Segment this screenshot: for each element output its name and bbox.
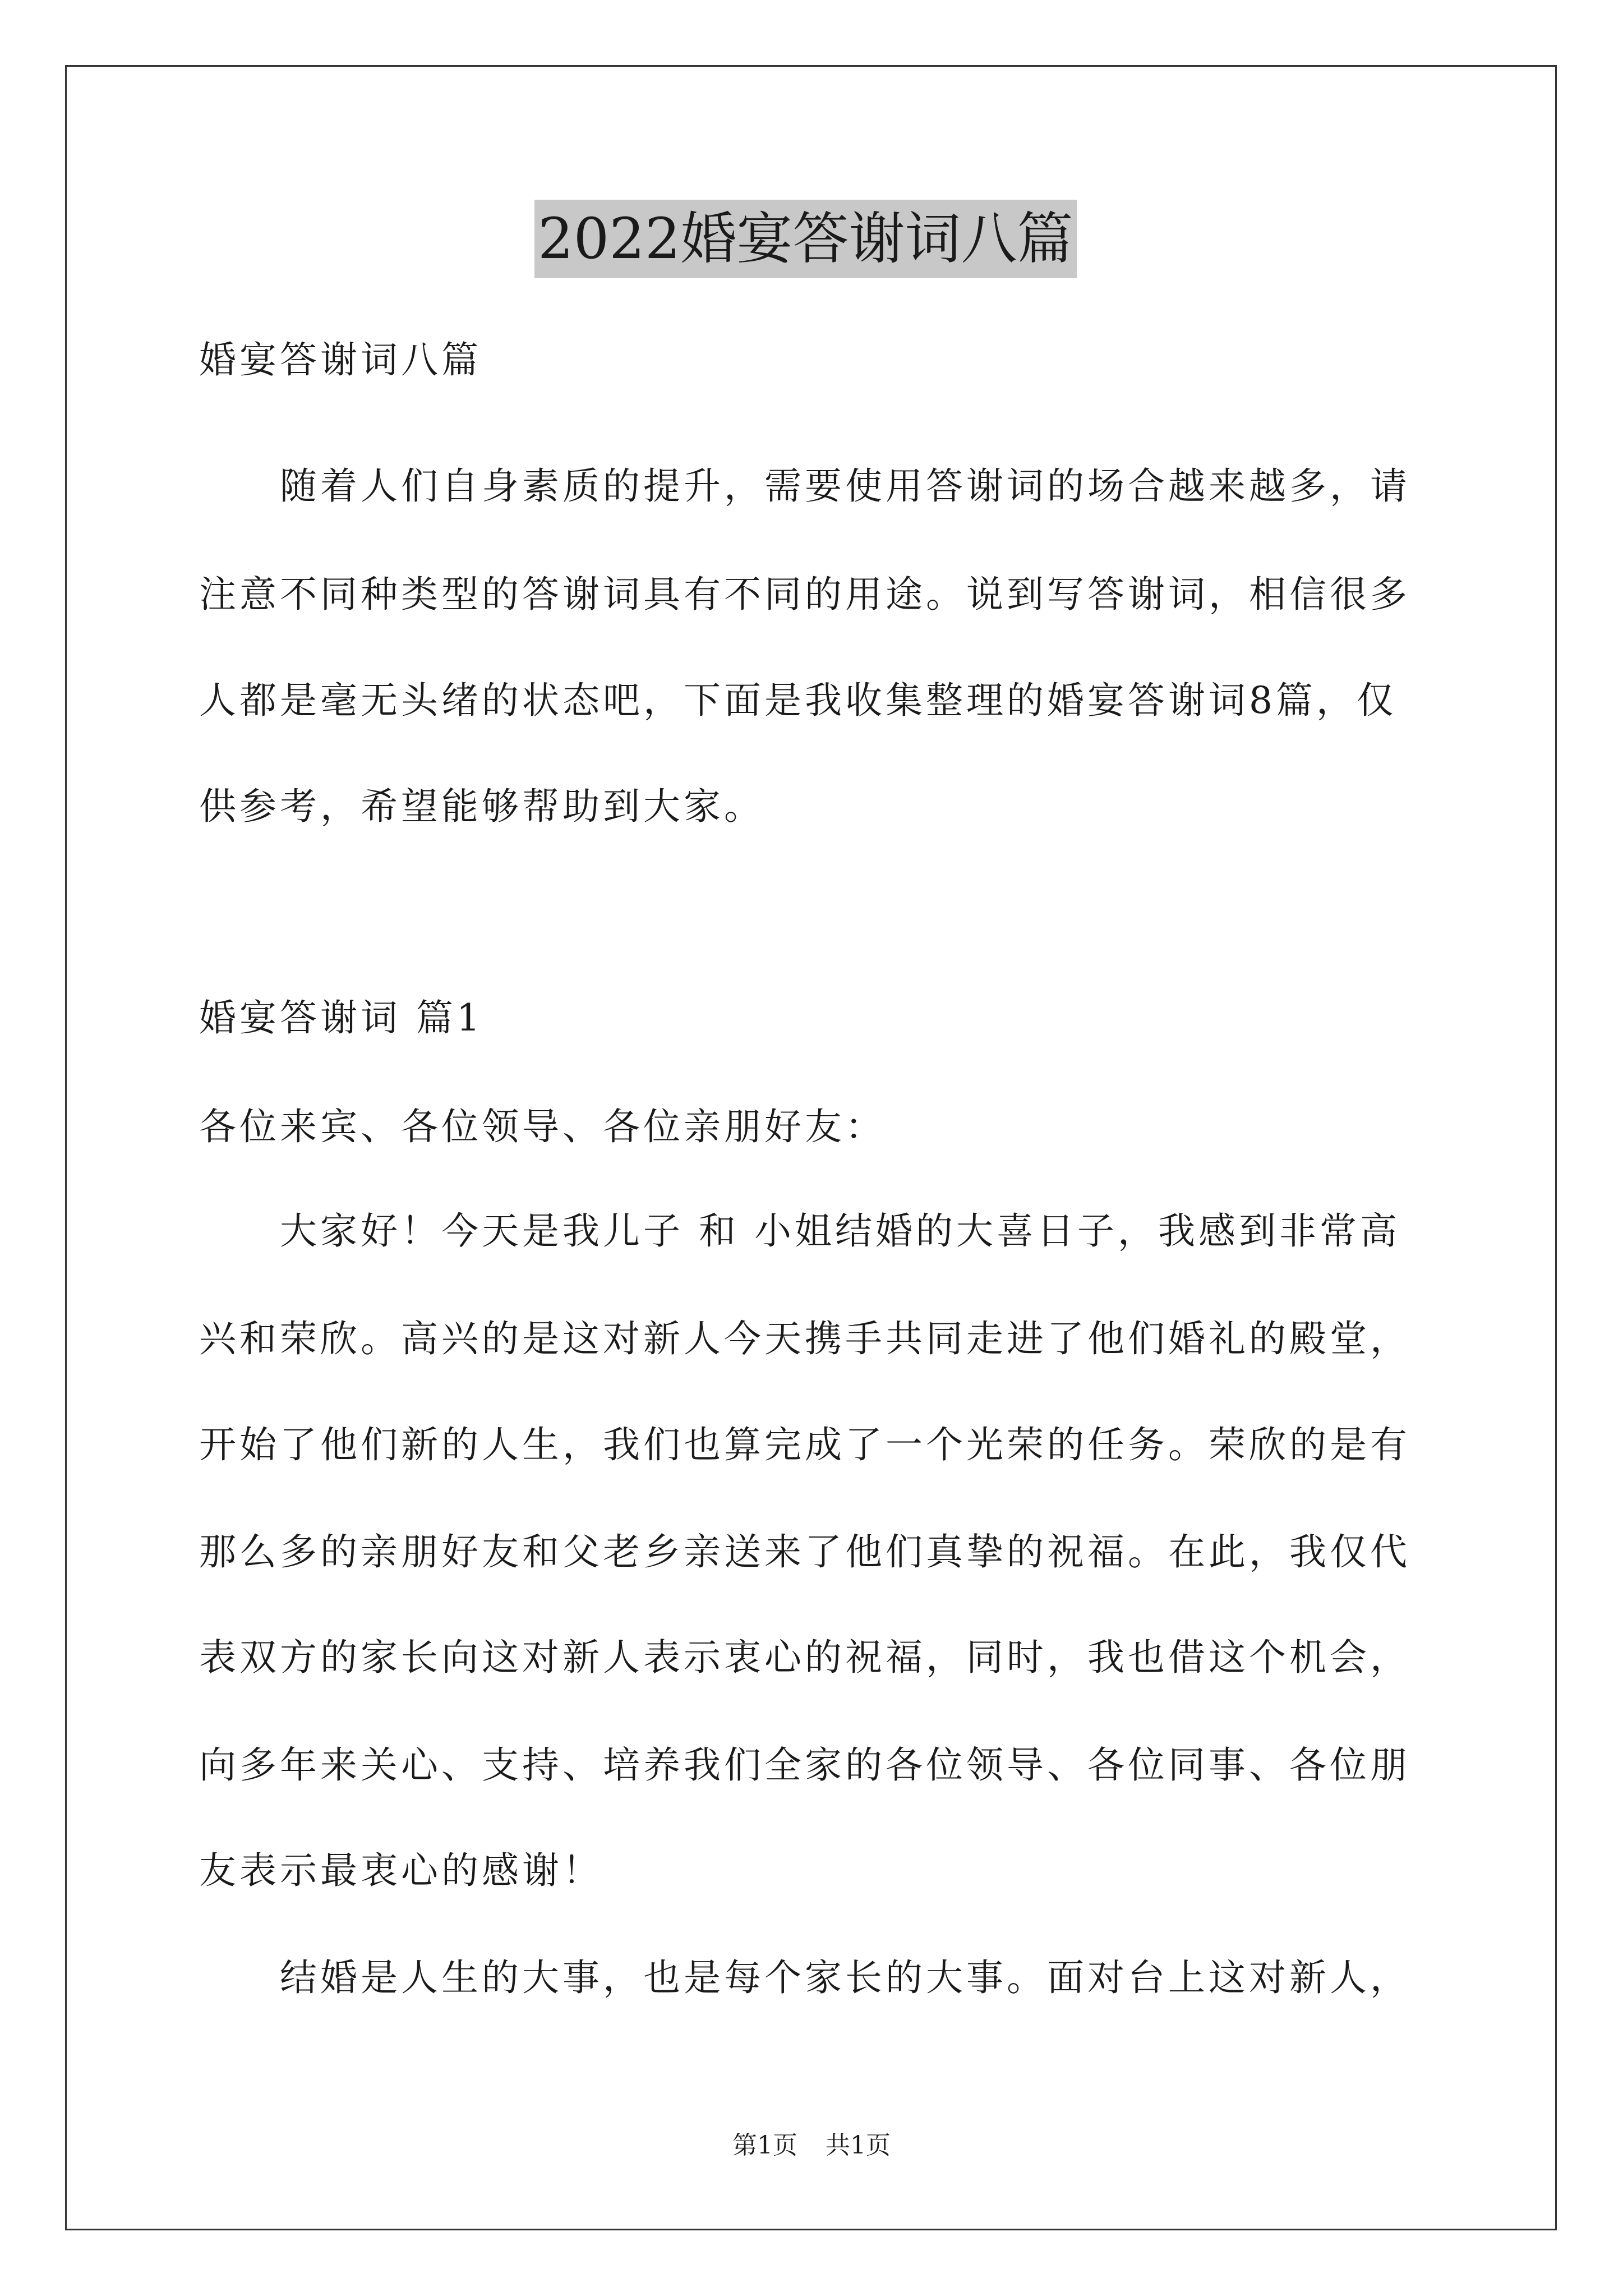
document-title: 2022婚宴答谢词八篇 [534, 200, 1077, 278]
salutation-line: 各位来宾、各位领导、各位亲朋好友： [199, 1105, 886, 1148]
paragraph-line: 结婚是人生的大事，也是每个家长的大事。面对台上这对新人， [199, 1956, 1410, 1999]
paragraph-line: 向多年来关心、支持、培养我们全家的各位领导、各位同事、各位朋 [199, 1743, 1410, 1787]
paragraph-line: 兴和荣欣。高兴的是这对新人今天携手共同走进了他们婚礼的殿堂， [199, 1317, 1410, 1360]
paragraph-line: 注意不同种类型的答谢词具有不同的用途。说到写答谢词，相信很多 [199, 573, 1410, 616]
paragraph-line: 友表示最衷心的感谢！ [199, 1849, 603, 1892]
paragraph-line: 大家好！今天是我儿子 和 小姐结婚的大喜日子，我感到非常高 [199, 1209, 1400, 1253]
paragraph-line: 那么多的亲朋好友和父老乡亲送来了他们真挚的祝福。在此，我仅代 [199, 1530, 1410, 1573]
subtitle-line: 婚宴答谢词八篇 [199, 338, 482, 381]
page-total: 共1页 [826, 2131, 891, 2160]
paragraph-line: 开始了他们新的人生，我们也算完成了一个光荣的任务。荣欣的是有 [199, 1423, 1410, 1466]
page-footer [0, 2129, 1623, 2162]
paragraph-line: 表双方的家长向这对新人表示衷心的祝福，同时，我也借这个机会， [199, 1636, 1410, 1679]
page-number: 第1页 [732, 2131, 797, 2160]
paragraph-line: 人都是毫无头绪的状态吧，下面是我收集整理的婚宴答谢词8篇，仅 [199, 679, 1397, 722]
paragraph-line: 随着人们自身素质的提升，需要使用答谢词的场合越来越多，请 [199, 464, 1410, 508]
paragraph-line: 供参考，希望能够帮助到大家。 [199, 785, 764, 828]
section-heading: 婚宴答谢词 篇1 [199, 996, 483, 1039]
